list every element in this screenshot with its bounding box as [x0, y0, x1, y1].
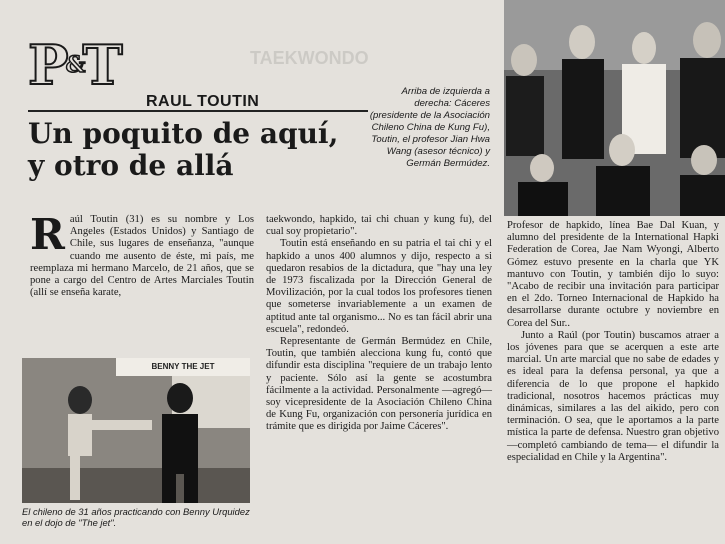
top-photo-caption: Arriba de izquierda a derecha: Cáceres (presidente de la Asociación Chileno China de Kung Fu), Toutin, el profesor Jian Hwa Wang (asesor técnico) y Germán Bermúdez.: [369, 86, 490, 169]
bleed-through-text: TAEKWONDO: [250, 48, 369, 68]
gym-banner: BENNY THE JET: [116, 358, 250, 376]
logo-letter-p: P: [28, 33, 65, 97]
sparring-photo: [22, 358, 250, 503]
article-column-2: [266, 214, 492, 434]
column3-paragraph-2: Junto a Raúl (por Toutin) buscamos atraer a los jóvenes para que se acerquen a este arte marcial. Un arte marcial que no sabe de edades y es ideal para la defensa personal, ya que a diferencia de lo que propone el hapkido tradicional, nosotros hacemos prácticas muy dinámicas, similares a las del aikido, pero con terminación. O sea, que le aportamos a la parte mística la parte de defensa. Nuestro gran objetivo —completó cambiando de tema— el difundir la especialidad en Chile y la Argentina".: [507, 329, 719, 463]
headline-line-2: y otro de allá: [28, 149, 234, 182]
column2-paragraph-2: Toutin está enseñando en su patria el tai chi y el hapkido a unos 400 alumnos y dijo, respecto a si quedaron resabios de la dictadura, que "hay una ley de 1973 fiscalizada por la Dirección General de Movilización, por la cual todos los profesores tienen que someterse invariablemente a un examen de aptitud ante tal organismo... No es tan fácil abrir una escuela", redondeó.: [266, 238, 492, 335]
author-name: RAUL TOUTIN: [146, 93, 260, 110]
group-photo-illustration: [504, 0, 725, 216]
column2-paragraph-3: Representante de Germán Bermúdez en Chile, Toutin, que también alecciona kung fu, contó que difundir esta disciplina "requiere de un trabajo lento y paciente. Sólo así la gente se acostumbra fácilmente a la actividad. Personalmente —agregó— soy vicepresidente de la Asociación Chileno China de Kung Fu, organización con personería jurídica en trámite que es dirigida por Jaime Cáceres".: [266, 336, 492, 433]
drop-cap: R: [30, 210, 65, 259]
column3-paragraph-1: Profesor de hapkido, línea Bae Dal Kuan, y alumno del presidente de la International Hapki Federation de Corea, Jae Nam Wyongi, Alberto Gómez estuvo presente en la charla que YK mantuvo con Toutin, y también dijo lo suyo: "Acabo de recibir una invitación para participar en el 2do. Torneo Internacional de Hapkido ha desarrollarse durante octubre y noviembre en Corea del Sur..: [507, 220, 719, 329]
article-column-3: [507, 220, 719, 464]
column1-text: aúl Toutin (31) es su nombre y Los Angeles (Estados Unidos) y Santiago de Chile, sus lugares de enseñanza, "aunque cuando me ausento de éste, mi país, me reemplaza mi hermano Marcelo, de 21 años, que se pone a cargo del Centro de Artes Marciales Toutin (allí se enseña karate,: [30, 214, 254, 299]
sparring-photo-illustration: [22, 358, 250, 503]
section-logo: [28, 33, 119, 97]
article-column-1: [30, 210, 254, 299]
group-photo: [504, 0, 725, 216]
column2-paragraph-1: taekwondo, hapkido, tai chi chuan y kung fu), del cual soy propietario".: [266, 214, 492, 238]
bottom-photo-caption: El chileno de 31 años practicando con Benny Urquidez en el dojo de "The jet".: [22, 506, 250, 528]
logo-letter-t: T: [82, 33, 119, 97]
logo-ampersand: &: [65, 52, 82, 78]
column1-paragraph-1: [30, 210, 254, 299]
headline-line-1: Un poquito de aquí,: [28, 117, 339, 150]
